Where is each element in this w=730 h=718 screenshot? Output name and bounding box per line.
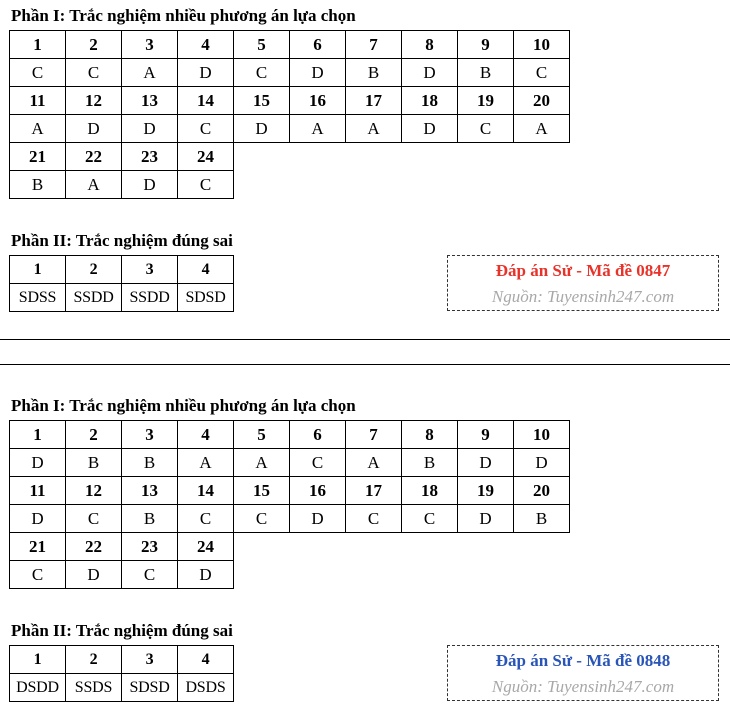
answer-cell: D — [178, 59, 234, 87]
answer-cell: SDSD — [122, 674, 178, 702]
question-number: 16 — [290, 477, 346, 505]
question-number: 24 — [178, 143, 234, 171]
question-number: 19 — [458, 87, 514, 115]
answer-cell: A — [234, 449, 290, 477]
answer-cell: C — [234, 505, 290, 533]
question-number: 10 — [514, 421, 570, 449]
answer-cell: C — [458, 115, 514, 143]
answer-code-title: Đáp án Sử - Mã đề 0848 — [495, 651, 671, 670]
question-number: 18 — [402, 477, 458, 505]
question-number: 24 — [178, 533, 234, 561]
answer-cell: D — [402, 115, 458, 143]
answer-cell: D — [290, 59, 346, 87]
question-number: 3 — [122, 646, 178, 674]
divider-line — [0, 339, 730, 340]
answer-cell: D — [10, 505, 66, 533]
answer-cell: C — [234, 59, 290, 87]
answer-cell: D — [122, 171, 178, 199]
question-number: 2 — [66, 31, 122, 59]
answer-code-box — [447, 255, 719, 311]
question-number: 23 — [122, 143, 178, 171]
question-number: 13 — [122, 87, 178, 115]
question-number: 22 — [66, 533, 122, 561]
answer-cell: D — [122, 115, 178, 143]
question-number: 7 — [346, 421, 402, 449]
question-number: 12 — [66, 477, 122, 505]
answer-cell: B — [514, 505, 570, 533]
question-number: 2 — [66, 421, 122, 449]
answer-cell: C — [346, 505, 402, 533]
answer-cell: B — [122, 449, 178, 477]
answer-cell: A — [178, 449, 234, 477]
question-number: 9 — [458, 31, 514, 59]
answer-cell: D — [514, 449, 570, 477]
answer-cell: C — [402, 505, 458, 533]
question-number: 11 — [10, 87, 66, 115]
question-number: 14 — [178, 87, 234, 115]
part1-title: Phần I: Trắc nghiệm nhiều phương án lựa chọn — [11, 396, 356, 415]
answer-cell: A — [122, 59, 178, 87]
answer-cell: C — [66, 59, 122, 87]
question-number: 21 — [10, 143, 66, 171]
multiple-choice-table — [9, 30, 570, 199]
answer-cell: D — [234, 115, 290, 143]
multiple-choice-table — [9, 420, 570, 589]
answer-cell: C — [122, 561, 178, 589]
question-number: 20 — [514, 87, 570, 115]
question-number: 22 — [66, 143, 122, 171]
answer-code-title: Đáp án Sử - Mã đề 0847 — [495, 261, 671, 280]
question-number: 9 — [458, 421, 514, 449]
question-number: 23 — [122, 533, 178, 561]
answer-cell: DSDD — [10, 674, 66, 702]
question-number: 6 — [290, 421, 346, 449]
question-number: 5 — [234, 31, 290, 59]
answer-cell: C — [10, 561, 66, 589]
answer-cell: A — [10, 115, 66, 143]
answer-cell: D — [290, 505, 346, 533]
question-number: 8 — [402, 31, 458, 59]
answer-cell: A — [66, 171, 122, 199]
question-number: 18 — [402, 87, 458, 115]
answer-cell: D — [458, 505, 514, 533]
question-number: 16 — [290, 87, 346, 115]
question-number: 20 — [514, 477, 570, 505]
answer-cell: B — [458, 59, 514, 87]
answer-cell: B — [346, 59, 402, 87]
answer-cell: D — [66, 561, 122, 589]
answer-cell: D — [402, 59, 458, 87]
question-number: 19 — [458, 477, 514, 505]
question-number: 17 — [346, 477, 402, 505]
answer-cell: A — [346, 115, 402, 143]
question-number: 15 — [234, 87, 290, 115]
answer-cell: C — [290, 449, 346, 477]
part2-title: Phần II: Trắc nghiệm đúng sai — [11, 231, 233, 250]
question-number: 4 — [178, 646, 234, 674]
source-watermark: Nguồn: Tuyensinh247.com — [491, 677, 675, 696]
question-number: 7 — [346, 31, 402, 59]
question-number: 4 — [178, 256, 234, 284]
question-number: 3 — [122, 256, 178, 284]
question-number: 3 — [122, 421, 178, 449]
question-number: 1 — [10, 256, 66, 284]
answer-cell: DSDS — [178, 674, 234, 702]
question-number: 15 — [234, 477, 290, 505]
answer-cell: SSDD — [122, 284, 178, 312]
question-number: 1 — [10, 31, 66, 59]
answer-cell: A — [290, 115, 346, 143]
answer-cell: C — [66, 505, 122, 533]
question-number: 11 — [10, 477, 66, 505]
part2-title: Phần II: Trắc nghiệm đúng sai — [11, 621, 233, 640]
question-number: 17 — [346, 87, 402, 115]
answer-code-box — [447, 645, 719, 701]
question-number: 5 — [234, 421, 290, 449]
answer-cell: A — [346, 449, 402, 477]
answer-cell: SSDS — [66, 674, 122, 702]
question-number: 4 — [178, 421, 234, 449]
source-watermark: Nguồn: Tuyensinh247.com — [491, 287, 675, 306]
answer-cell: D — [66, 115, 122, 143]
answer-cell: D — [178, 561, 234, 589]
question-number: 12 — [66, 87, 122, 115]
question-number: 3 — [122, 31, 178, 59]
answer-cell: A — [514, 115, 570, 143]
question-number: 13 — [122, 477, 178, 505]
answer-cell: D — [458, 449, 514, 477]
question-number: 2 — [66, 256, 122, 284]
answer-cell: B — [122, 505, 178, 533]
question-number: 1 — [10, 421, 66, 449]
question-number: 10 — [514, 31, 570, 59]
true-false-table — [9, 645, 234, 702]
answer-cell: C — [178, 171, 234, 199]
answer-cell: SDSD — [178, 284, 234, 312]
question-number: 1 — [10, 646, 66, 674]
question-number: 2 — [66, 646, 122, 674]
question-number: 14 — [178, 477, 234, 505]
answer-cell: B — [10, 171, 66, 199]
question-number: 8 — [402, 421, 458, 449]
answer-cell: D — [10, 449, 66, 477]
answer-cell: C — [10, 59, 66, 87]
divider-line — [0, 364, 730, 365]
question-number: 21 — [10, 533, 66, 561]
answer-cell: SSDD — [66, 284, 122, 312]
question-number: 6 — [290, 31, 346, 59]
question-number: 4 — [178, 31, 234, 59]
answer-cell: B — [402, 449, 458, 477]
answer-cell: B — [66, 449, 122, 477]
true-false-table — [9, 255, 234, 312]
answer-cell: C — [178, 505, 234, 533]
answer-cell: C — [178, 115, 234, 143]
answer-cell: SDSS — [10, 284, 66, 312]
part1-title: Phần I: Trắc nghiệm nhiều phương án lựa chọn — [11, 6, 356, 25]
answer-cell: C — [514, 59, 570, 87]
